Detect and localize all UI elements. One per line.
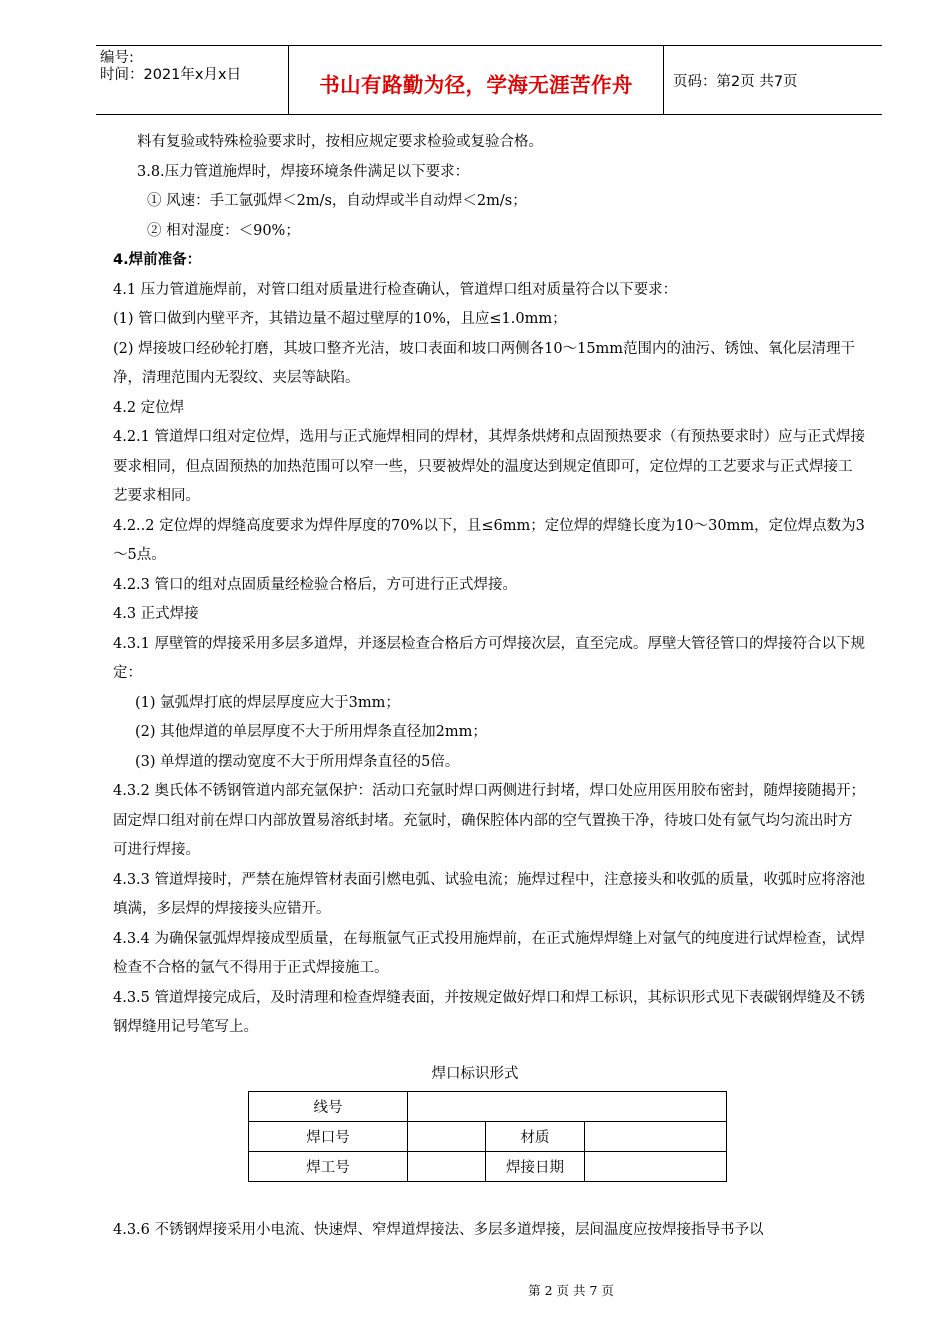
cell-welder-no-value [408, 1152, 486, 1182]
table-caption: 焊口标识形式 [431, 1066, 519, 1082]
header-motto-cell [288, 46, 664, 114]
cell-weld-no-value [408, 1122, 486, 1152]
paragraph: (1) 氩弧焊打底的焊层厚度应大于3mm； [135, 694, 400, 711]
paragraph: 4.2 定位焊 [113, 399, 185, 416]
paragraph: 4.1 压力管道施焊前，对管口组对质量进行检查确认，管道焊口组对质量符合以下要求： [113, 281, 678, 298]
weld-mark-table [248, 1091, 727, 1182]
body-text [113, 128, 865, 1043]
paragraph: ② 相对湿度：＜90%； [147, 222, 300, 239]
paragraph: 4.焊前准备： [113, 252, 202, 268]
paragraph: (1) 管口做到内壁平齐，其错边量不超过壁厚的10%，且应≤1.0mm； [113, 311, 567, 327]
header-page-cell [663, 46, 882, 114]
paragraph-4-3-6: 4.3.6 不锈钢焊接采用小电流、快速焊、窄焊道焊接法、多层多道焊接，层间温度应按焊接指导书予以 [113, 1222, 764, 1238]
cell-weld-date-label: 焊接日期 [486, 1152, 585, 1182]
paragraph: 4.3.1 厚壁管的焊接采用多层多道焊，并逐层检查合格后方可焊接次层，直至完成。厚壁大管径管口的焊接符合以下规定： [113, 635, 865, 681]
paragraph: (3) 单焊道的摆动宽度不大于所用焊条直径的5倍。 [135, 753, 460, 770]
paragraph: 4.2.1 管道焊口组对定位焊，选用与正式施焊相同的焊材，其焊条烘烤和点固预热要求（有预热要求时）应与正式焊接要求相同，但点固预热的加热范围可以窄一些，只要被焊处的温度达到规定值即可，定位焊的工艺要求与正式焊接工艺要求相同。 [113, 429, 865, 504]
paragraph: (2) 其他焊道的单层厚度不大于所用焊条直径加2mm； [135, 724, 487, 740]
cell-line-no-value [408, 1092, 727, 1122]
paragraph: ① 风速：手工氩弧焊＜2m/s，自动焊或半自动焊＜2m/s； [147, 193, 527, 209]
cell-welder-no-label: 焊工号 [249, 1152, 408, 1182]
cell-material-label: 材质 [486, 1122, 585, 1152]
paragraph: 4.3.2 奥氏体不锈钢管道内部充氩保护：活动口充氩时焊口两侧进行封堵，焊口处应用医用胶布密封，随焊接随揭开；固定焊口组对前在焊口内部放置易溶纸封堵。充氩时，确保腔体内部的空气置换干净，待坡口处有氩气均匀流出时方可进行焊接。 [113, 783, 865, 858]
paragraph: 料有复验或特殊检验要求时，按相应规定要求检验或复验合格。 [137, 134, 543, 150]
paragraph: 4.2.3 管口的组对点固质量经检验合格后，方可进行正式焊接。 [113, 576, 518, 593]
code-label: 编号: [100, 50, 134, 66]
cell-weld-date-value [585, 1152, 727, 1182]
footer-page-number: 第 2 页 共 7 页 [528, 1283, 614, 1298]
date-label: 时间：2021年x月x日 [100, 67, 242, 83]
motto: 书山有路勤为径，学海无涯苦作舟 [319, 73, 633, 97]
page-label: 页码：第2页 共7页 [673, 74, 798, 90]
paragraph: 4.3.5 管道焊接完成后，及时清理和检查焊缝表面，并按规定做好焊口和焊工标识，其标识形式见下表碳钢焊缝及不锈钢焊缝用记号笔写上。 [113, 989, 865, 1035]
paragraph: 4.2..2 定位焊的焊缝高度要求为焊件厚度的70%以下，且≤6mm；定位焊的焊缝长度为10～30mm，定位焊点数为3～5点。 [113, 517, 865, 563]
cell-weld-no-label: 焊口号 [249, 1122, 408, 1152]
cell-material-value [585, 1122, 727, 1152]
page-header [96, 45, 882, 115]
cell-line-no-label: 线号 [249, 1092, 408, 1122]
paragraph: (2) 焊接坡口经砂轮打磨，其坡口整齐光洁，坡口表面和坡口两侧各10～15mm范围内的油污、锈蚀、氧化层清理干净，清理范围内无裂纹、夹层等缺陷。 [113, 340, 856, 386]
paragraph: 4.3 正式焊接 [113, 606, 199, 622]
header-meta [96, 46, 288, 114]
paragraph: 3.8.压力管道施焊时，焊接环境条件满足以下要求： [137, 163, 470, 180]
paragraph: 4.3.4 为确保氩弧焊焊接成型质量，在每瓶氩气正式投用施焊前，在正式施焊焊缝上对氩气的纯度进行试焊检查，试焊检查不合格的氩气不得用于正式焊接施工。 [113, 930, 865, 976]
paragraph: 4.3.3 管道焊接时，严禁在施焊管材表面引燃电弧、试验电流；施焊过程中，注意接头和收弧的质量，收弧时应将溶池填满，多层焊的焊接接头应错开。 [113, 871, 865, 917]
page-footer [0, 1281, 950, 1299]
